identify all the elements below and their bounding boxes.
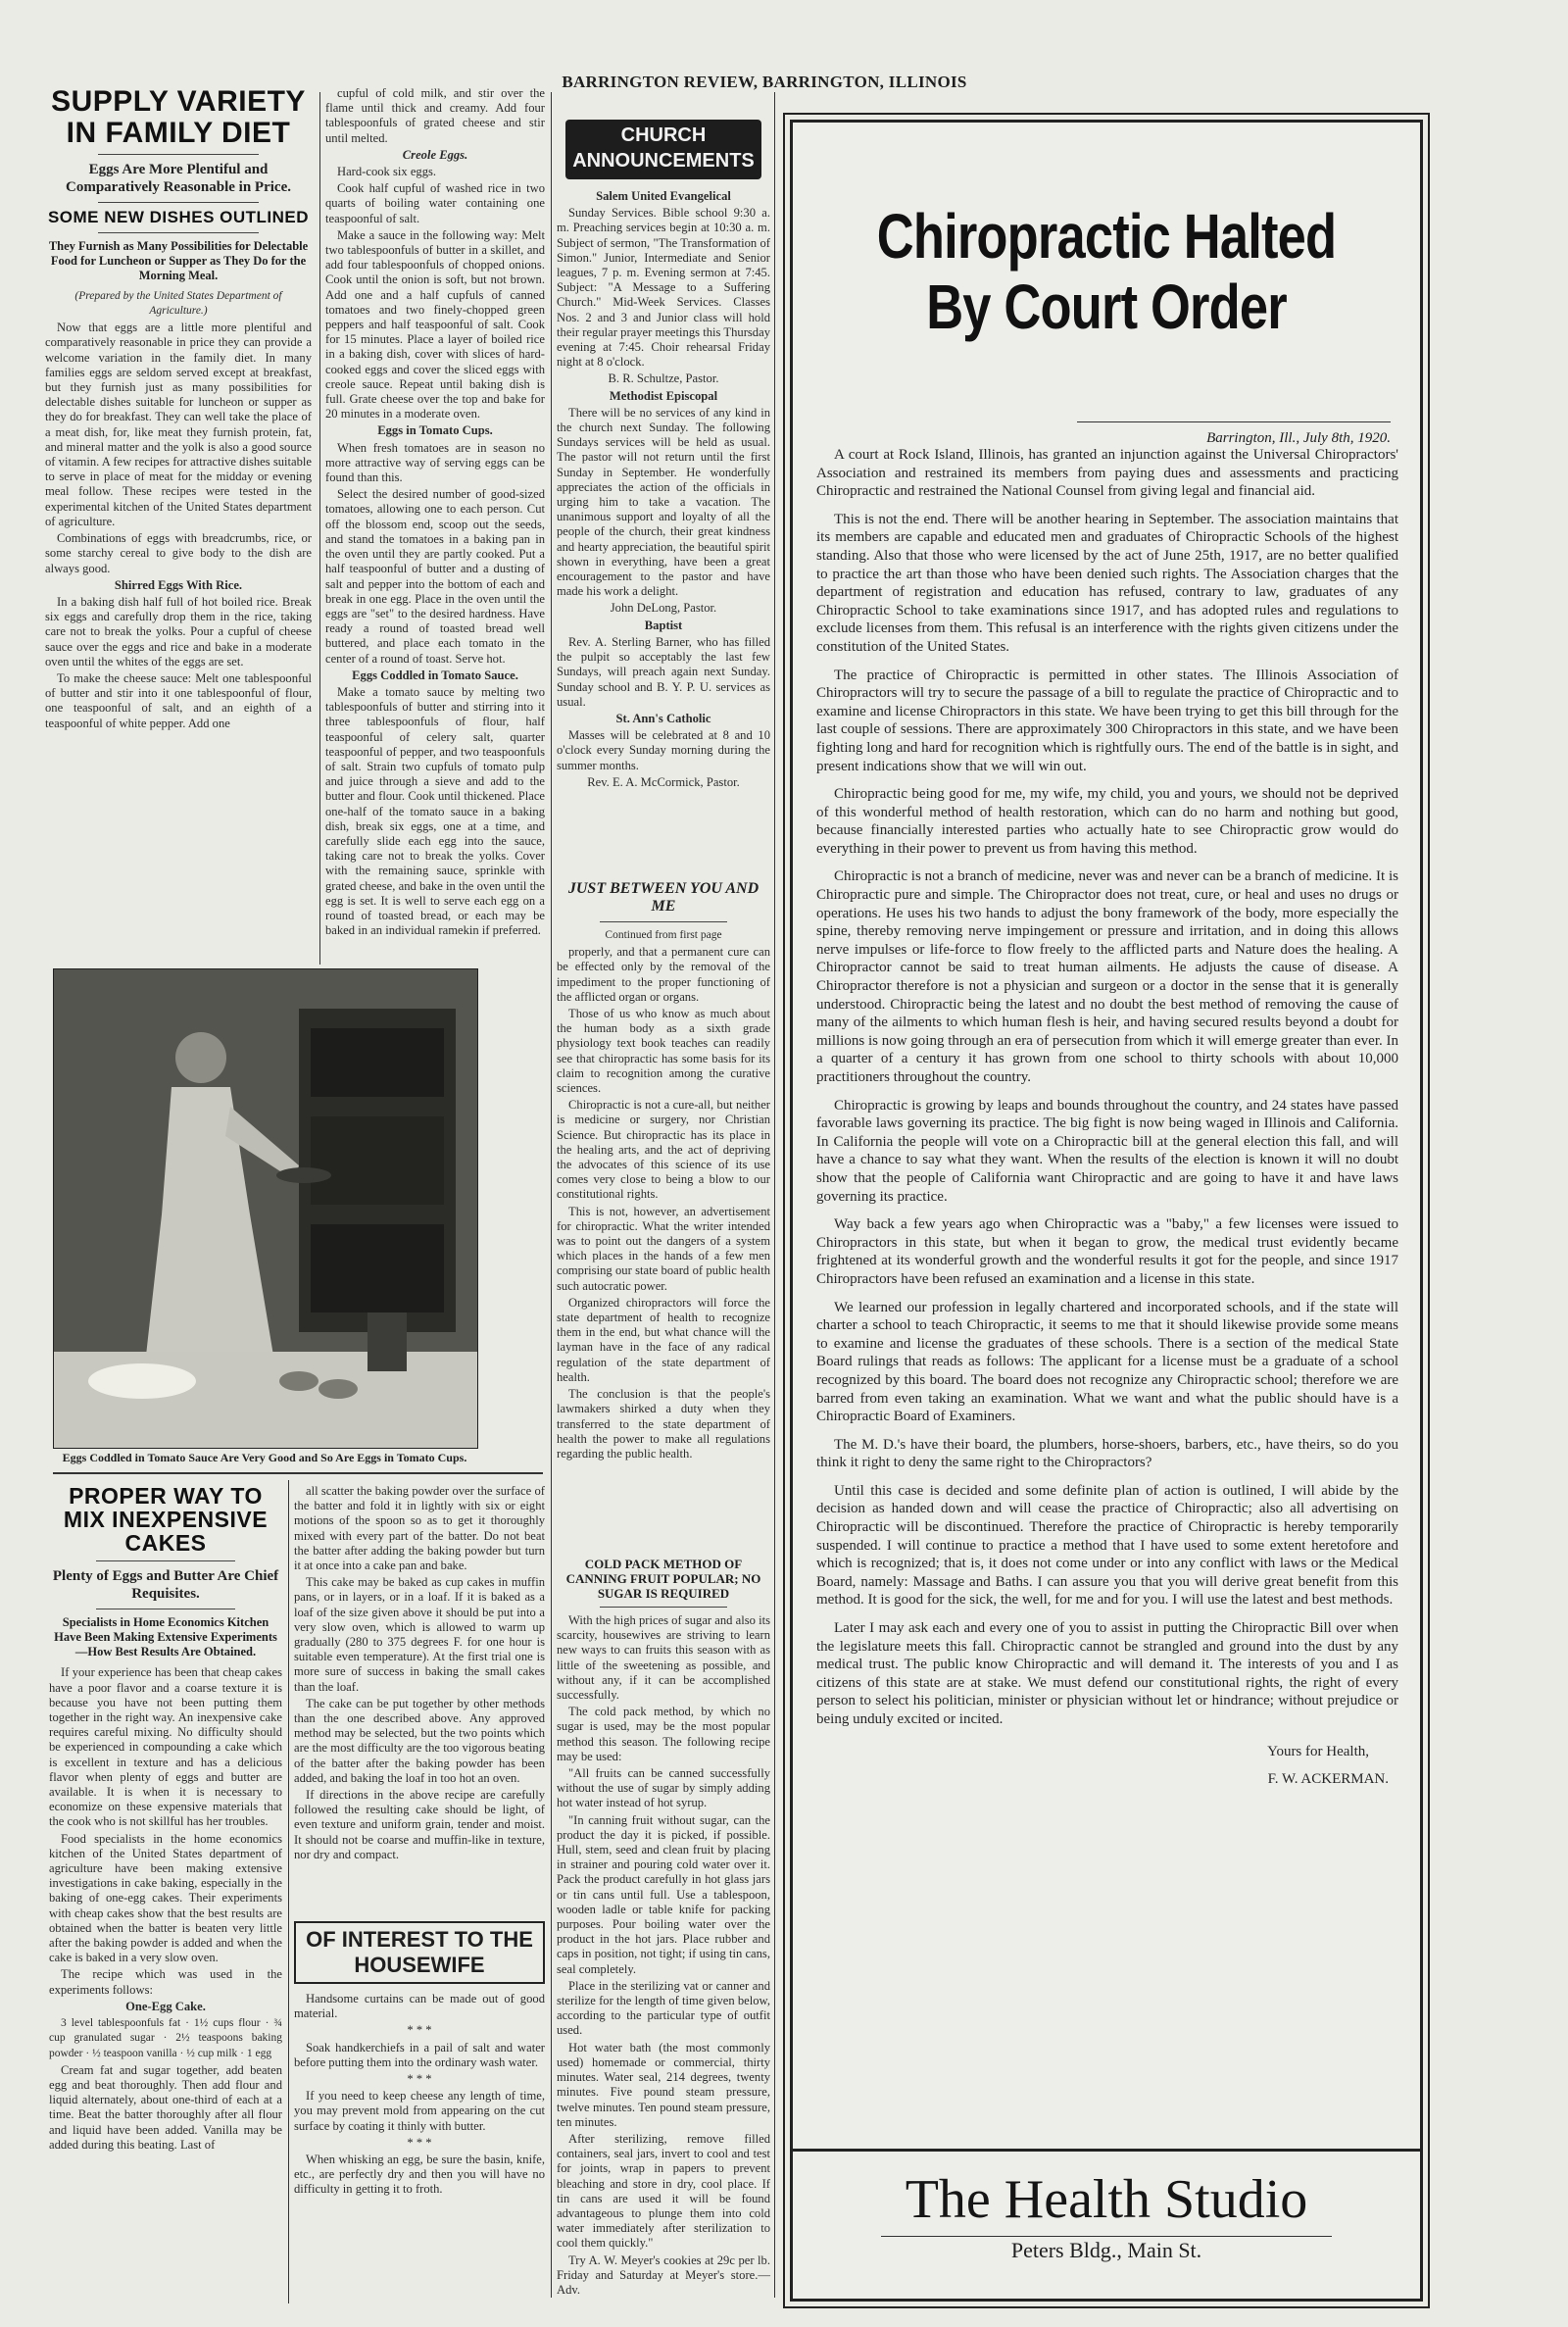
- article-deck: Eggs Are More Plentiful and Comparatively Reasonable in Price.: [66, 162, 291, 195]
- ad-paragraph: Chiropractic is not a branch of medicine, never was and never can be a branch of medicine. It is Chiropractic pure and simple. The Chiropractor does not treat, cure, or heal and uses no drugs or operations. He uses his two hands to adjust the bony framework of the body, more especially the spine, thereby removing nerve impingement or pressure and irritation, and in doing this allows nerve impulses or life-force to flow freely to the afflicted parts and Nature does the healing. A Chiropractor cannot be said to treat human ailments. He adjusts the cause of disease. A Chiropractor therefore is not a physician and surgeon or a doctor in the sense that it is generally understood. Chiropractic being the latest and no doubt the best method of removing the cause of many of the ailments to which human flesh is heir, and having secured results beyond a doubt for millions is now going through an era of persecution from which it will emerge greater than ever. In a quarter of a century it has grown from one school to thirty schools with about 10,000 practitioners throughout the country.: [816, 868, 1398, 1085]
- church-name: Baptist: [644, 618, 683, 632]
- chiropractic-advertisement: [790, 120, 1423, 2302]
- paragraph: To make the cheese sauce: Melt one tablespoonful of butter and stir into it one tablespoonful of flour, one teaspoonful of salt, and an eighth of a teaspoonful of white pepper. Add one: [45, 670, 312, 730]
- section-rule: [53, 1472, 543, 1474]
- pastor-signature: B. R. Schultze, Pastor.: [608, 371, 719, 386]
- column-rule: [319, 92, 320, 965]
- paragraph: After sterilizing, remove filled containers, seal jars, invert to cool and test for joints, wrap in papers to prevent bleaching and store in dry, cool place. If tin cans are used it will be found advantageous to plunge them into cold water immediately after sterilization to cool them quickly.": [557, 2131, 770, 2251]
- paragraph: This is not, however, an advertisement for chiropractic. What the writer intended was to point out the dangers of a system which places in the hands of a few men comprising our state board of public health such autocratic power.: [557, 1204, 770, 1293]
- paragraph: Those of us who know as much about the human body as a sixth grade physiology text book teaches can readily see that chiropractic has some basis for its claim to recognition among the curative sciences.: [557, 1007, 770, 1096]
- ad-paragraph: Way back a few years ago when Chiropractic was a "baby," a few licenses were issued to Chiropractors in this state, but when it began to grow, the medical trust evidently became frightened at its wonderful growth and the wonderful results it got for the people, and since 1917 Chiropractors have been refused an examination and a license in this state.: [816, 1216, 1398, 1287]
- ad-headline: Chiropractic Halted By Court Order: [876, 201, 1337, 342]
- paragraph: In a baking dish half full of hot boiled rice. Break six eggs and carefully drop them in the rice, taking care not to break the yolks. Pour a cupful of cheese sauce over the eggs and rice and bake in a moderate oven until the whites of the eggs are set.: [45, 594, 312, 668]
- paragraph: With the high prices of sugar and also its scarcity, housewives are striving to learn new ways to can fruits this season with as little of the sweetening as possible, and without any, if it can be accomplished successfully.: [557, 1613, 770, 1703]
- ad-paragraph: This is not the end. There will be another hearing in September. The association maintains that its members are capable and educated men and graduates of Chiropractic Schools of the highest standing. Also that those who were licensed by the act of June 25th, 1917, are no better qualified to practice the art than those who have been denied such rights. The Association charges that the department of registration and education has refused, contrary to law, graduates of any Chiropractic School to take examinations since 1917, and has adopted rules and regulations to exclude licenses from them. This refusal is an interference with the rights given citizens under the constitution of the United States.: [816, 511, 1398, 655]
- church-name: Salem United Evangelical: [596, 189, 731, 203]
- divider: [98, 154, 258, 155]
- paragraph: If directions in the above recipe are carefully followed the resulting cake should be light, of even texture and uniform grain, tender and moist. It should not be coarse and muffin-like in texture, nor dry and compact.: [294, 1788, 545, 1861]
- housewife-banner: [294, 1921, 545, 1984]
- article-inexpensive-cakes-continued: [294, 1484, 545, 1861]
- paragraph: Food specialists in the home economics kitchen of the United States department of agriculture have been making extensive investigations in cake baking, especially in the baking of one-egg cakes. Their experiments with cheap cakes show that the best results are obtained when the batter is beaten very little after the baking powder is added and when the cake is baked in a very slow oven.: [49, 1831, 282, 1965]
- column-rule: [288, 1480, 289, 2303]
- recipe-subhead: Eggs in Tomato Cups.: [377, 423, 493, 438]
- paragraph: Cook half cupful of washed rice in two quarts of boiling water containing one teaspoonful of salt.: [325, 181, 545, 225]
- divider: [600, 1607, 728, 1608]
- business-name: The Health Studio: [905, 2169, 1308, 2230]
- tip-item: If you need to keep cheese any length of time, you may prevent mold from appearing on the cut surface by coating it thinly with butter.: [294, 2089, 545, 2133]
- article-headline: PROPER WAY TO MIX INEXPENSIVE CAKES: [63, 1483, 269, 1557]
- paragraph: Combinations of eggs with breadcrumbs, rice, or some starchy cereal to give body to the dish are always good.: [45, 531, 312, 575]
- recipe-ingredients: 3 level tablespoonfuls fat · 1½ cups flour · ¾ cup granulated sugar · 2½ teaspoons baking powder · ½ teaspoon vanilla · ½ cup milk · 1 egg: [49, 2017, 282, 2059]
- housewife-tips: [294, 1921, 545, 2303]
- divider: [881, 2236, 1332, 2237]
- paragraph: This cake may be baked as cup cakes in muffin pans, or in layers, or in a loaf. If it is baked as a loaf of the size given above it should be put into a very slow oven, which is allowed to warm up gradually (280 to 375 degrees F. for one hour is suitable even temperature). At the first trial one is more sure of success in baking the small cakes than the loaf.: [294, 1575, 545, 1694]
- business-address: Peters Bldg., Main St.: [1010, 2238, 1202, 2262]
- advertisement-note: Try A. W. Meyer's cookies at 29c per lb. Friday and Saturday at Meyer's store.—Adv.: [557, 2253, 770, 2297]
- divider: [98, 202, 258, 203]
- ad-paragraph: The M. D.'s have their board, the plumbers, horse-shoers, barbers, etc., have theirs, so do you think it right to deny the same right to the Chiropractors?: [816, 1436, 1398, 1471]
- article-deck: Plenty of Eggs and Butter Are Chief Requisites.: [52, 1568, 279, 1603]
- paragraph: Hot water bath (the most commonly used) homemade or commercial, thirty minutes. Water seal, 214 degrees, twenty minutes. Five pound steam pressure, twelve minutes. Ten pound steam pressure, ten minutes.: [557, 2040, 770, 2129]
- paragraph: Masses will be celebrated at 8 and 10 o'clock every Sunday morning during the summer months.: [557, 728, 770, 772]
- article-headline: COLD PACK METHOD OF CANNING FRUIT POPULAR; NO SUGAR IS REQUIRED: [565, 1557, 761, 1601]
- recipe-subhead: Eggs Coddled in Tomato Sauce.: [352, 668, 518, 682]
- masthead: BARRINGTON REVIEW, BARRINGTON, ILLINOIS: [562, 73, 967, 91]
- church-banner: CHURCH ANNOUNCEMENTS: [565, 120, 761, 179]
- paragraph: Make a sauce in the following way: Melt two tablespoonfuls of butter in a skillet, and add four tablespoonfuls of chopped onions. Cook until the onion is soft, but not brown. Add one and a half cupfuls of canned tomatoes and two finely-chopped green peppers and half teaspoonful of salt. Cook for 15 minutes. Place a layer of boiled rice in a baking dish, cover with slices of hard-cooked eggs and cover the sliced eggs with creole sauce. Repeat until baking dish is full. Grate cheese over the top and bake for 20 minutes in a moderate oven.: [325, 227, 545, 421]
- article-supply-variety: [45, 86, 312, 959]
- paragraph: The recipe which was used in the experiments follows:: [49, 1967, 282, 1997]
- photo-caption: Eggs Coddled in Tomato Sauce Are Very Good and So Are Eggs in Tomato Cups.: [62, 1451, 467, 1464]
- church-announcements: [557, 114, 770, 878]
- ad-paragraph: We learned our profession in legally chartered and incorporated schools, and if the state will charter a school to teach Chiropractic, it seems to me that it should likewise provide some means to examine and license the graduates of these schools. There is a section of the medical State Board rulings that reads as follows: The applicant for a license must be a graduate of a school recognized by this board. The board does not recognize any Chiropractic school; therefore we are barred from even taking an examination. What we want and what the public should have is a Chiropractic Board of Examiners.: [816, 1299, 1398, 1425]
- article-supply-variety-continued: [325, 86, 545, 963]
- tip-item: Handsome curtains can be made out of good material.: [294, 1992, 545, 2021]
- paragraph: "In canning fruit without sugar, can the product the day it is picked, if possible. Hull, stem, seed and clean fruit by placing in strainer and pouring cold water over it. Pack the product carefully in hot glass jars or tin cans until full. Use a tablespoon, wooden ladle or table knife for packing purposes. Pour boiling water over the product in the hot jars. Place rubber and caps in position, not tight; if using tin cans, seal completely.: [557, 1812, 770, 1976]
- ad-paragraph: Until this case is decided and some definite plan of action is outlined, I will abide by the decision as handed down and will cease the practice of Chiropractic; also all advertising on Chiropractic will be discontinued. Therefore the practice of Chiropractic is hereby temporarily suspended. I will continue to practice a method that I have used to some extent heretofore and which is recognized; that is, it does not come under or into any conflict with laws or the Medical Board, namely: Massage and Baths. I can assure you that you will derive great benefit from this method. It is good for the sick, the well, for me and for you. I will use the latest and best methods.: [816, 1482, 1398, 1609]
- paragraph: Place in the sterilizing vat or canner and sterilize for the length of time given below, according to the particular type of outfit used.: [557, 1978, 770, 2038]
- paragraph: Sunday Services. Bible school 9:30 a. m. Preaching services begin at 10:30 a. m. Subject of sermon, "The Transformation of Simon." Junior, Intermediate and Senior leagues, 7 p. m. Evening sermon at 7:45. Subject: "A Message to a Suffering Church." Mid-Week Services. Classes Nos. 2 and 3 and Junior class will hold their regular prayer meetings this Thursday evening at 7:45. Choir rehearsal Friday night at 8 o'clock.: [557, 206, 770, 370]
- ad-closing: Yours for Health,: [1267, 1743, 1369, 1759]
- paragraph: Select the desired number of good-sized tomatoes, allowing one to each person. Cut off the blossom end, scoop out the seeds, and stand the tomatoes in a baking pan in the oven until they are partly cooked. Put a half teaspoonful of butter and a dusting of salt and pepper into the bottom of each and break in one egg. Place in the oven until the eggs are "set" to the desired hardness. Have ready a round of toasted bread well buttered, and place each tomato in the center of a round of toast. Serve hot.: [325, 487, 545, 666]
- paragraph: Make a tomato sauce by melting two tablespoonfuls of butter and stirring into it three tablespoonfuls of flour, half teaspoonful of celery salt, quarter teaspoonful of pepper, and two teaspoonfuls of salt. Strain two cupfuls of tomato pulp and juice through a sieve and add to the butter and flour. Cook until thickened. Place one-half of the tomato sauce in a baking dish, break six eggs, one at a time, and carefully slide each egg into the sauce, taking care not to break the yolks. Cover with the remaining sauce, sprinkle with grated cheese, and bake in the oven until the egg is set. It is well to serve each egg on a round of toasted bread, or each may be baked in an individual ramekin if preferred.: [325, 684, 545, 938]
- paragraph: "All fruits can be canned successfully without the use of sugar by simply adding hot water instead of hot syrup.: [557, 1766, 770, 1810]
- paragraph: Now that eggs are a little more plentiful and comparatively reasonable in price they can provide a welcome variation in the family diet. In many families eggs are seldom served except at breakfast, but they furnish just as many possibilities for delectable dishes suitable for luncheon or supper as they do for breakfast. They can well take the place of a meat dish, for, like meat they furnish protein, fat, and mineral matter and the yolk is also a good source of vitamin. A few recipes for attractive dishes suitable to serve in place of meat for the midday or evening meal follow. These recipes were tested in the experimental kitchen of the United States department of agriculture.: [45, 321, 312, 528]
- ad-paragraph: Chiropractic being good for me, my wife, my child, you and yours, we should not be deprived of this wonderful method of health restoration, which can do no harm and nothing but good, because financially interested parties who actually hate to see Chiropractic grow would do everything in their power to prevent us from having this method.: [816, 786, 1398, 857]
- recipe-subhead: Shirred Eggs With Rice.: [114, 577, 243, 592]
- paragraph: cupful of cold milk, and stir over the flame until thick and creamy. Add four tablespoonfuls of grated cheese and stir until melted.: [325, 86, 545, 145]
- paragraph: Chiropractic is not a cure-all, but neither is medicine or surgery, nor Christian Science. But chiropractic has its place in the healing arts, and the act of depriving the advocates of this science of its use comes very close to being a blow to our constitutional rights.: [557, 1098, 770, 1202]
- article-cold-pack-method: [557, 1557, 770, 2303]
- ad-body: [816, 446, 1398, 1799]
- divider: [96, 1560, 236, 1561]
- pastor-signature: John DeLong, Pastor.: [610, 601, 717, 616]
- ad-paragraph: Later I may ask each and every one of you to assist in putting the Chiropractic Bill over when the legislature meets this fall. Chiropractic cannot be strangled and ground into the dust by any medical trust. The public know Chiropractic and will demand it. The interests of you and I as citizens of this state are at stake. We must defend our constitutional rights, the right of every person to select his politician, minister or physician without let or hindrance; without prejudice or being unduly excited or incited.: [816, 1620, 1398, 1727]
- paragraph: There will be no services of any kind in the church next Sunday. The following Sundays services will be held as usual. The pastor will not return until the first Sunday in September. He wonderfully appreciates the action of the officials in urging him to take a vacation. The unanimous support and loyalty of all the people of the church, their great kindness and hearty appreciation, the beautiful spirit shown in everything, have been a great encouragement to the pastor and have made his work a delight.: [557, 405, 770, 599]
- paragraph: If your experience has been that cheap cakes have a poor flavor and a coarse texture it is because you have not been putting them together in the right way. An inexpensive cake requires careful mixing. No difficulty should be experienced in compounding a cake which is excellent in texture and has a delicious flavor when plenty of eggs and butter are available. It is when it is necessary to economize on these expensive materials that the cook who is not skillful has her troubles.: [49, 1665, 282, 1829]
- paragraph: The cake can be put together by other methods than the one described above. Any approved method may be selected, but the two points which are the most difficulty are the too vigorous beating of the batter after the baking powder has been added, and baking the loaf in too hot an oven.: [294, 1696, 545, 1785]
- ad-footer: [793, 2149, 1420, 2299]
- tip-item: Soak handkerchiefs in a pail of salt and water before putting them into the ordinary wash water.: [294, 2040, 545, 2069]
- housewife-banner-text: OF INTEREST TO THE HOUSEWIFE: [306, 1927, 533, 1977]
- ad-paragraph: The practice of Chiropractic is permitted in other states. The Illinois Association of Chiropractors will try to secure the passage of a bill to regulate the practice of Chiropractic and to examine and license Chiropractors in this state. We have been trying to get this bill through for the last couple of sessions. There are approximately 300 Chiropractors in this state, and we have been fighting long and hard for recognition which is rightfully ours. The end of the battle is in sight, and present indications show that we will win out.: [816, 667, 1398, 774]
- recipe-subhead: One-Egg Cake.: [125, 1999, 206, 2013]
- paragraph: The conclusion is that the people's lawmakers shirked a duty when they transferred to the state department of health the power to make all regulations regarding the public health.: [557, 1387, 770, 1461]
- column-rule: [551, 92, 552, 2298]
- ad-dateline: Barrington, Ill., July 8th, 1920.: [1077, 421, 1391, 447]
- separator: * * *: [407, 2023, 432, 2038]
- woman-cooking-illustration: [54, 969, 477, 1448]
- article-headline: SUPPLY VARIETY IN FAMILY DIET: [51, 85, 306, 149]
- article-deck-small: Specialists in Home Economics Kitchen Have Been Making Extensive Experiments—How Best Results Are Obtained.: [54, 1615, 277, 1659]
- kitchen-photo: [53, 968, 478, 1449]
- article-headline: JUST BETWEEN YOU AND ME: [567, 880, 760, 915]
- article-just-between-you-and-me: [557, 880, 770, 1547]
- paragraph: The cold pack method, by which no sugar is used, may be the most popular method this season. The following recipe may be used:: [557, 1705, 770, 1763]
- paragraph: Hard-cook six eggs.: [337, 165, 437, 179]
- ad-paragraph: Chiropractic is growing by leaps and bounds throughout the country, and 24 states have passed favorable laws governing its practice. The big fight is now being waged in Illinois and California. In California the people will vote on a Chiropractic bill at the general election this fall, and will have a chance to say what they want. When the results of the election is known it will no doubt show that the people of California want Chiropractic and are going to have it and have laws governing its practice.: [816, 1097, 1398, 1205]
- tip-item: When whisking an egg, be sure the basin, knife, etc., are perfectly dry and then you will have no difficulty in getting it to froth.: [294, 2153, 545, 2197]
- article-credit: (Prepared by the United States Department of Agriculture.): [74, 289, 282, 318]
- paragraph: Cream fat and sugar together, add beaten egg and beat thoroughly. Then add flour and liquid alternately, about one-third of each at a time. Beat the batter thoroughly after all flour and liquid have been added. Vanilla may be added during this beating. Last of: [49, 2062, 282, 2152]
- divider: [98, 232, 258, 233]
- church-name: St. Ann's Catholic: [615, 711, 711, 725]
- paragraph: When fresh tomatoes are in season no more attractive way of serving eggs can be found than this.: [325, 440, 545, 485]
- paragraph: all scatter the baking powder over the surface of the batter and fold it in lightly with six or eight motions of the spoon so as to get it thoroughly mixed with every part of the batter. Do not beat the batter after adding the baking powder but turn it at once into a cake pan and bake.: [294, 1484, 545, 1573]
- ad-signature: F. W. ACKERMAN.: [1267, 1771, 1389, 1788]
- separator: * * *: [407, 2135, 432, 2150]
- divider: [600, 921, 728, 922]
- church-name: Methodist Episcopal: [609, 388, 718, 403]
- article-deck-small: They Furnish as Many Possibilities for Delectable Food for Luncheon or Supper as They Do for the Morning Meal.: [48, 238, 309, 282]
- column-rule: [774, 92, 775, 2298]
- paragraph: Organized chiropractors will force the state department of health to recognize them in the end, but what chance will the layman have in the face of any radical regulation of the state department of health.: [557, 1295, 770, 1384]
- paragraph: properly, and that a permanent cure can be effected only by the removal of the impediment to the proper functioning of the afflicted organ or organs.: [557, 945, 770, 1004]
- article-inexpensive-cakes: [49, 1484, 282, 2307]
- pastor-signature: Rev. E. A. McCormick, Pastor.: [587, 774, 740, 789]
- article-subhead: SOME NEW DISHES OUTLINED: [47, 208, 310, 226]
- separator: * * *: [407, 2072, 432, 2087]
- recipe-subhead: Creole Eggs.: [402, 147, 468, 162]
- ad-paragraph: A court at Rock Island, Illinois, has granted an injunction against the Universal Chiropractors' Association and restrained its members from paying dues and assessments and practicing Chiropractic and restrained the National Counsel from giving legal and financial aid.: [816, 447, 1398, 500]
- paragraph: Rev. A. Sterling Barner, who has filled the pulpit so acceptably the last few Sundays, will preach again next Sunday. Sunday school and B. Y. P. U. services as usual.: [557, 634, 770, 709]
- continued-note: Continued from first page: [605, 929, 722, 941]
